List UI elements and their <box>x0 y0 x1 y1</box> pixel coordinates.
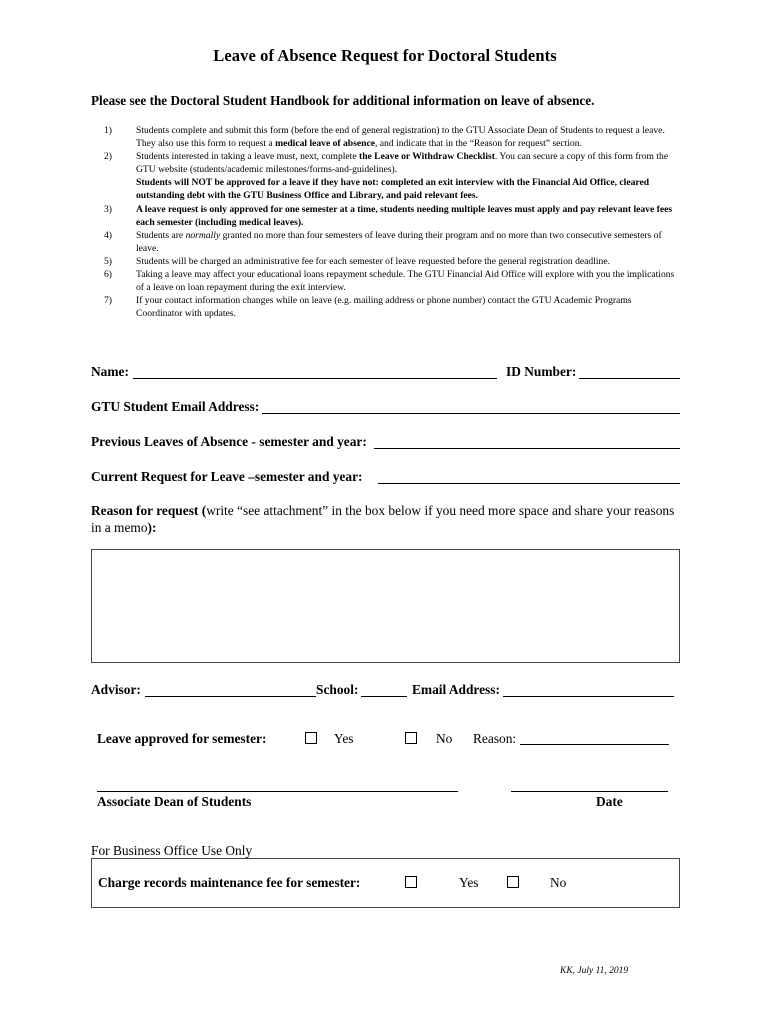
instructions-list <box>104 124 680 320</box>
instruction-number: 2) <box>104 151 112 163</box>
student-email-label: GTU Student Email Address: <box>91 399 260 414</box>
instruction-text <box>136 150 680 202</box>
current-request-label: Current Request for Leave –semester and year: <box>91 469 363 484</box>
approved-no-label: No <box>436 731 453 746</box>
school-label: School: <box>316 682 359 697</box>
instruction-text <box>136 124 680 150</box>
advisor-email-field[interactable] <box>503 696 674 697</box>
page-title: Leave of Absence Request for Doctoral Students <box>213 46 557 65</box>
fee-yes-label: Yes <box>459 875 479 890</box>
dean-label: Associate Dean of Students <box>97 794 252 809</box>
approved-no-checkbox[interactable] <box>405 732 417 744</box>
instruction-number: 3) <box>104 203 112 215</box>
instruction-item <box>104 203 680 229</box>
instruction-number: 1) <box>104 125 112 136</box>
approved-yes-checkbox[interactable] <box>305 732 317 744</box>
instruction-text-run: Students are <box>136 229 186 241</box>
previous-leaves-field[interactable] <box>374 448 680 449</box>
revision-footer: KK, July 11, 2019 <box>560 966 629 976</box>
instruction-text <box>136 294 680 320</box>
school-field[interactable] <box>361 696 407 697</box>
reason-textbox[interactable] <box>91 549 680 663</box>
advisor-field[interactable] <box>145 696 316 697</box>
fee-yes-checkbox[interactable] <box>405 876 417 888</box>
instruction-number: 5) <box>104 255 112 267</box>
instruction-number: 4) <box>104 229 112 241</box>
advisor-label: Advisor: <box>91 682 141 697</box>
instruction-text-run: If your contact information changes while on leave (e.g. mailing address or phone number) contact the GTU Academic Programs Coordinator with updates. <box>136 295 632 320</box>
instruction-text <box>136 255 680 268</box>
instruction-text-run: A leave request is only approved for one semester at a time, students needing multiple leaves must apply and pay relevant leave fees each semester (including medical leaves). <box>136 203 673 228</box>
instruction-text-run: , and indicate that in the “Reason for request” section. <box>375 138 582 150</box>
instruction-text-run: Students will NOT be approved for a leave if they have not: completed an exit interview with the Financial Aid Office, cleared outstanding debt with the GTU Business Office and Library, and paid relevant fees. <box>136 177 650 202</box>
previous-leaves-label: Previous Leaves of Absence - semester and year: <box>91 434 367 449</box>
date-label: Date <box>596 794 623 809</box>
instruction-text <box>136 268 680 294</box>
current-request-field[interactable] <box>378 483 680 484</box>
instruction-text-run: the Leave or Withdraw Checklist <box>359 151 495 163</box>
instruction-text-run: granted no more than four semesters of leave during their program and no more than two consecutive semesters of leave. <box>136 229 662 254</box>
instruction-item <box>104 255 680 268</box>
instruction-text-run: medical leave of absence <box>275 138 375 150</box>
approved-yes-label: Yes <box>334 731 354 746</box>
instruction-item <box>104 150 680 202</box>
instruction-number: 7) <box>104 295 112 307</box>
id-number-label: ID Number: <box>506 364 577 379</box>
id-number-field[interactable] <box>579 378 680 379</box>
business-office-heading: For Business Office Use Only <box>91 843 253 858</box>
handbook-note: Please see the Doctoral Student Handbook for additional information on leave of absence. <box>91 93 595 108</box>
instruction-item <box>104 124 680 150</box>
fee-no-checkbox[interactable] <box>507 876 519 888</box>
instruction-item <box>104 268 680 294</box>
leave-approved-label: Leave approved for semester: <box>97 731 267 746</box>
advisor-email-label: Email Address: <box>412 682 500 697</box>
instruction-text <box>136 203 680 229</box>
instruction-item <box>104 294 680 320</box>
instruction-text-run: Students interested in taking a leave must, next, complete <box>136 151 359 163</box>
instruction-text-run: Students will be charged an administrative fee for each semester of leave requested before the general registration deadline. <box>136 255 610 267</box>
date-line[interactable] <box>511 791 668 792</box>
instruction-item <box>104 229 680 255</box>
student-email-field[interactable] <box>262 413 680 414</box>
instruction-text-run: normally <box>185 229 221 241</box>
name-field[interactable] <box>133 378 497 379</box>
approval-reason-field[interactable] <box>520 744 669 745</box>
dean-signature-line[interactable] <box>97 791 458 792</box>
approval-reason-label: Reason: <box>473 731 517 746</box>
instruction-text-run: Students complete and submit this form (before the end of general registration) to the GTU Associate Dean of Students to request a leave. They also use this form to request a <box>136 125 665 150</box>
name-label: Name: <box>91 364 129 379</box>
instruction-text <box>136 229 680 255</box>
records-fee-label: Charge records maintenance fee for semester: <box>98 875 361 890</box>
instruction-text-run: . You can secure a copy of this form from the GTU website (students/academic milestones/forms-and-guidelines). <box>136 151 669 176</box>
fee-no-label: No <box>550 875 567 890</box>
instruction-text-run: Taking a leave may affect your educational loans repayment schedule. The GTU Financial Aid Office will explore with you the implications of a leave on loan repayment during the exit interview. <box>136 269 675 294</box>
instruction-number: 6) <box>104 269 112 281</box>
reason-label: Reason for request (write “see attachment” in the box below if you need more space and share your reasons in a memo): <box>91 503 675 535</box>
